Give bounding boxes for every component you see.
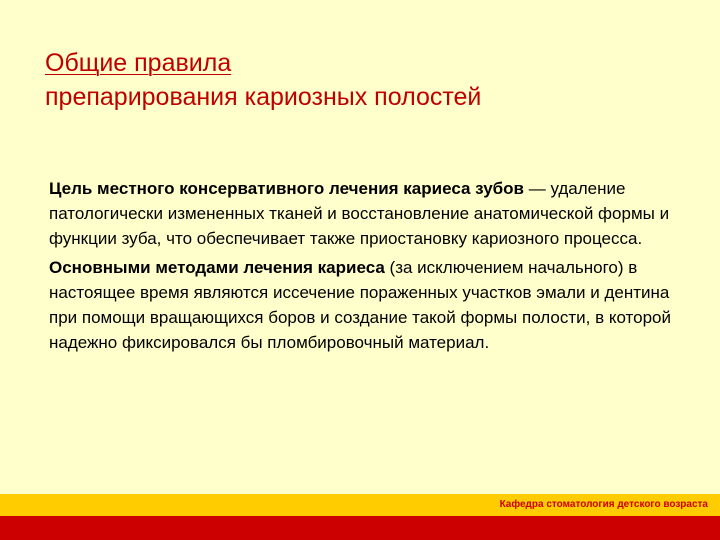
footer-red-band bbox=[0, 516, 720, 540]
title-line-2: препарирования кариозных полостей bbox=[45, 83, 482, 111]
paragraph-goal bbox=[49, 176, 689, 251]
paragraph-goal-text: — удаление патологически измененных тканей и восстановление анатомической формы и функции зуба, что обеспечивает также приостановку кариозного процесса. bbox=[49, 179, 670, 248]
slide-body bbox=[49, 176, 689, 359]
paragraph-methods-bold: Основными методами лечения кариеса bbox=[49, 258, 385, 277]
paragraph-methods-text: (за исключением начального) в настоящее время являются иссечение пораженных участков эмали и дентина при помощи вращающихся боров и создание такой формы полости, в которой надежно фиксировался бы пломбировочный материал. bbox=[49, 258, 672, 352]
paragraph-goal-bold: Цель местного консервативного лечения кариеса зубов bbox=[49, 179, 524, 198]
slide-title bbox=[45, 46, 481, 114]
footer-department: Кафедра стоматология детского возраста bbox=[499, 499, 708, 510]
paragraph-methods bbox=[49, 255, 689, 355]
title-line-1: Общие правила bbox=[45, 49, 232, 77]
